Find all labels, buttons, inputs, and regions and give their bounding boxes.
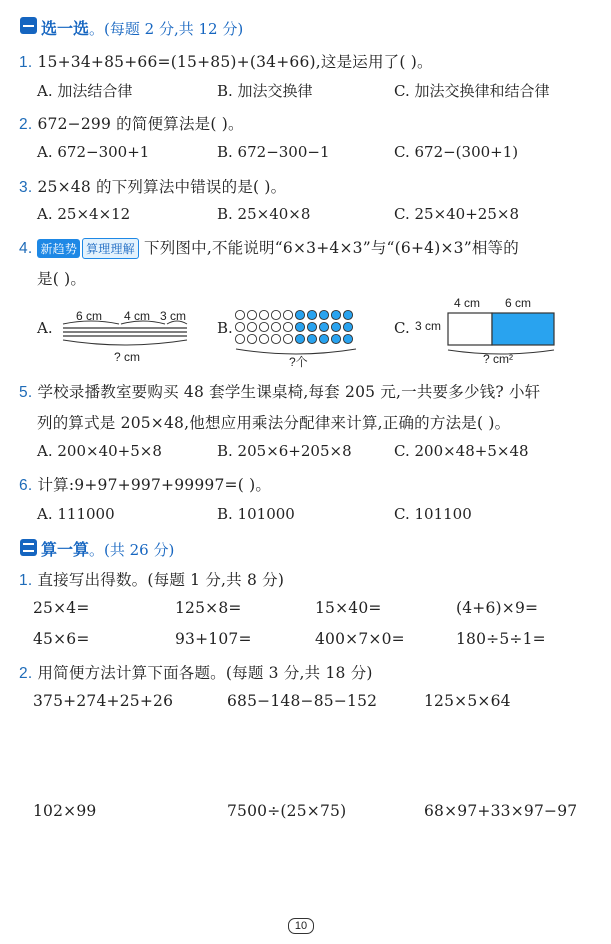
question-number: 1. (19, 54, 33, 71)
option-b[interactable]: B. 101000 (217, 505, 295, 523)
calc-item: 93+107= (175, 630, 252, 648)
question-4 (19, 236, 519, 259)
question-text: 学校录播教室要购买 48 套学生课桌椅,每套 205 元,一共要多少钱? 小轩 (37, 383, 541, 401)
section-1-note: 。(每题 2 分,共 12 分) (89, 20, 244, 38)
option-a[interactable]: A. 111000 (37, 505, 115, 523)
question-text: 672−299 的简便算法是( )。 (37, 115, 244, 133)
width-label-2: 6 cm (505, 296, 532, 310)
question-text: 25×48 的下列算法中错误的是( )。 (37, 178, 287, 196)
question-4-line-2: 是( )。 (37, 270, 87, 288)
blue-dot (343, 334, 352, 343)
white-dot (283, 322, 292, 331)
white-dot (271, 334, 280, 343)
seg-label-3: 3 cm (160, 309, 187, 323)
section-1-badge-icon (20, 17, 37, 34)
side-label: 3 cm (415, 319, 442, 333)
white-dot (235, 322, 244, 331)
section-2-header (41, 537, 174, 560)
question-text: 15+34+85+66=(15+85)+(34+66),这是运用了( )。 (37, 53, 433, 71)
white-dot (271, 322, 280, 331)
page-number: 10 (288, 918, 314, 934)
blue-dot (319, 310, 328, 319)
simplify-item: 685−148−85−152 (227, 692, 378, 710)
total-label: ?个 (289, 355, 308, 369)
section-2-title: 算一算 (41, 540, 90, 559)
calc-item: (4+6)×9= (456, 599, 539, 617)
option-b[interactable]: B. 672−300−1 (217, 143, 330, 161)
calc-item: 125×8= (175, 599, 242, 617)
option-a[interactable]: A. 25×4×12 (37, 205, 131, 223)
total-label: ? cm (114, 350, 141, 364)
blue-dot (307, 310, 316, 319)
option-b[interactable]: B. 25×40×8 (217, 205, 311, 223)
option-b[interactable]: B. 205×6+205×8 (217, 442, 352, 460)
calc-item: 400×7×0= (315, 630, 405, 648)
blue-dot (331, 310, 340, 319)
total-label: ? cm² (483, 352, 513, 366)
question-6 (19, 473, 271, 495)
question-text: 下列图中,不能说明“6×3+4×3”与“(6+4)×3”相等的 (144, 239, 519, 257)
width-label-1: 4 cm (454, 296, 481, 310)
section-2-note: 。(共 26 分) (89, 541, 175, 559)
option-b[interactable]: B. 加法交换律 (217, 82, 313, 100)
blue-dot (295, 334, 304, 343)
option-c[interactable]: C. 加法交换律和结合律 (394, 82, 550, 100)
white-dot (247, 334, 256, 343)
blue-dot (295, 310, 304, 319)
seg-label-2: 4 cm (124, 309, 151, 323)
white-dot (259, 334, 268, 343)
section-1-header (41, 16, 243, 39)
seg-label-1: 6 cm (76, 309, 103, 323)
question-2 (19, 112, 244, 134)
brace-bottom (63, 340, 187, 345)
blue-dot (307, 334, 316, 343)
question-number: 6. (19, 477, 33, 494)
question-1 (19, 50, 433, 72)
blue-dot (331, 322, 340, 331)
blue-dot (295, 322, 304, 331)
white-rect (448, 313, 492, 345)
section-1-title: 选一选 (41, 19, 90, 38)
simplify-item: 375+274+25+26 (33, 692, 174, 710)
option-a[interactable]: A. 200×40+5×8 (37, 442, 162, 460)
question-number: 1. (19, 572, 33, 589)
blue-dot (343, 322, 352, 331)
blue-dot (307, 322, 316, 331)
option-c[interactable]: C. 200×48+5×48 (394, 442, 529, 460)
option-c[interactable]: C. 101100 (394, 505, 472, 523)
calc-item: 180÷5÷1= (456, 630, 546, 648)
section-2-question-1 (19, 568, 284, 590)
calc-item: 15×40= (315, 599, 382, 617)
option-c[interactable]: C. 672−(300+1) (394, 143, 519, 161)
white-dot (271, 310, 280, 319)
section-2-question-2 (19, 661, 373, 683)
question-3 (19, 175, 286, 197)
option-a[interactable]: A. (37, 319, 53, 337)
blue-dot (319, 334, 328, 343)
simplify-item: 68×97+33×97−97 (424, 802, 578, 820)
calc-item: 45×6= (33, 630, 90, 648)
white-dot (283, 334, 292, 343)
option-c[interactable]: C. 25×40+25×8 (394, 205, 519, 223)
question-number: 2. (19, 665, 33, 682)
question-text: 直接写出得数。(每题 1 分,共 8 分) (37, 571, 285, 589)
question-number: 5. (19, 384, 33, 401)
figure-b (234, 309, 364, 359)
question-number: 2. (19, 116, 33, 133)
simplify-item: 125×5×64 (424, 692, 511, 710)
question-number: 4. (19, 240, 33, 257)
blue-dot (331, 334, 340, 343)
option-a[interactable]: A. 672−300+1 (37, 143, 150, 161)
simplify-item: 7500÷(25×75) (227, 802, 347, 820)
blue-rect (492, 313, 554, 345)
white-dot (283, 310, 292, 319)
section-2-badge-icon (20, 539, 37, 556)
figure-b-dots (234, 309, 364, 359)
reasoning-tag: 算理理解 (82, 238, 139, 259)
question-text: 计算:9+97+997+99997=( )。 (37, 476, 272, 494)
white-dot (247, 322, 256, 331)
white-dot (259, 310, 268, 319)
blue-dot (319, 322, 328, 331)
option-a[interactable]: A. 加法结合律 (37, 82, 133, 100)
trend-tag: 新趋势 (37, 239, 80, 258)
option-b[interactable]: B. (217, 319, 233, 337)
white-dot (235, 334, 244, 343)
simplify-item: 102×99 (33, 802, 97, 820)
white-dot (247, 310, 256, 319)
question-5-line-2: 列的算式是 205×48,他想应用乘法分配律来计算,正确的方法是( )。 (37, 414, 511, 432)
white-dot (259, 322, 268, 331)
blue-dot (343, 310, 352, 319)
question-text: 用简便方法计算下面各题。(每题 3 分,共 18 分) (37, 664, 373, 682)
white-dot (235, 310, 244, 319)
option-c[interactable]: C. (394, 319, 410, 337)
question-number: 3. (19, 179, 33, 196)
question-5 (19, 380, 540, 402)
calc-item: 25×4= (33, 599, 90, 617)
